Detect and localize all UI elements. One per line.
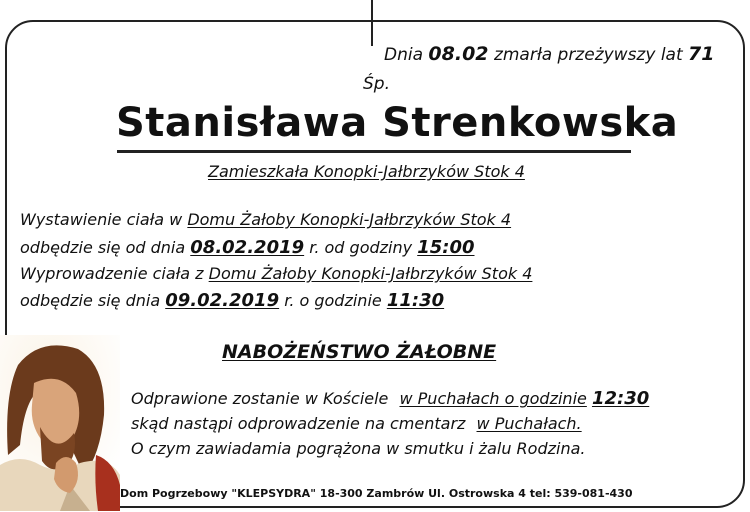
viewing-l1-place: Domu Żałoby Konopki-Jałbrzyków Stok 4 bbox=[187, 210, 512, 229]
funeral-home-footer: Dom Pogrzebowy "KLEPSYDRA" 18-300 Zambrów Ul. Ostrowska 4 tel: 539-081-430 bbox=[120, 487, 633, 500]
viewing-line-1 bbox=[20, 210, 511, 229]
viewing-l3-prefix: Wyprowadzenie ciała z bbox=[20, 264, 204, 283]
death-notice-line bbox=[384, 43, 715, 65]
service-line-2 bbox=[131, 414, 582, 433]
service-heading bbox=[222, 341, 496, 363]
viewing-l2-date: 08.02.2019 bbox=[190, 237, 305, 258]
viewing-l1-prefix: Wystawienie ciała w bbox=[20, 210, 183, 229]
cross-icon bbox=[371, 0, 373, 46]
residence: Zamieszkała Konopki-Jałbrzyków Stok 4 bbox=[208, 162, 525, 181]
viewing-l2-prefix: odbędzie się od dnia bbox=[20, 238, 186, 257]
service-l1-place: w Puchałach o godzinie bbox=[399, 389, 587, 408]
viewing-line-2 bbox=[20, 237, 475, 258]
viewing-line-3 bbox=[20, 264, 532, 283]
cross-icon-bar bbox=[346, 20, 398, 22]
date-prefix: Dnia bbox=[384, 45, 424, 65]
sp-label: Śp. bbox=[363, 74, 390, 94]
service-heading-text: NABOŻEŃSTWO ŻAŁOBNE bbox=[222, 341, 497, 363]
viewing-l2-time: 15:00 bbox=[417, 237, 475, 258]
age: 71 bbox=[688, 43, 715, 65]
viewing-l4-prefix: odbędzie się dnia bbox=[20, 291, 161, 310]
service-l1-prefix: Odprawione zostanie w Kościele bbox=[131, 389, 389, 408]
death-date: 08.02 bbox=[428, 43, 489, 65]
deceased-name: Stanisława Strenkowska bbox=[116, 100, 679, 146]
service-line-1 bbox=[131, 388, 649, 409]
viewing-l4-mid: r. o godzinie bbox=[284, 291, 382, 310]
viewing-l3-place: Domu Żałoby Konopki-Jałbrzyków Stok 4 bbox=[208, 264, 533, 283]
service-l2-prefix: skąd nastąpi odprowadzenie na cmentarz bbox=[131, 414, 466, 433]
viewing-l4-date: 09.02.2019 bbox=[165, 290, 280, 311]
service-line-3: O czym zawiadamia pogrążona w smutku i żalu Rodzina. bbox=[131, 439, 586, 458]
service-l1-time: 12:30 bbox=[591, 388, 650, 409]
name-underline bbox=[117, 150, 631, 153]
praying-christ-portrait bbox=[0, 335, 120, 511]
service-l2-place: w Puchałach. bbox=[476, 414, 582, 433]
viewing-l4-time: 11:30 bbox=[386, 290, 445, 311]
date-suffix: zmarła przeżywszy lat bbox=[493, 45, 683, 65]
viewing-line-4 bbox=[20, 290, 444, 311]
viewing-l2-mid: r. od godziny bbox=[309, 238, 413, 257]
